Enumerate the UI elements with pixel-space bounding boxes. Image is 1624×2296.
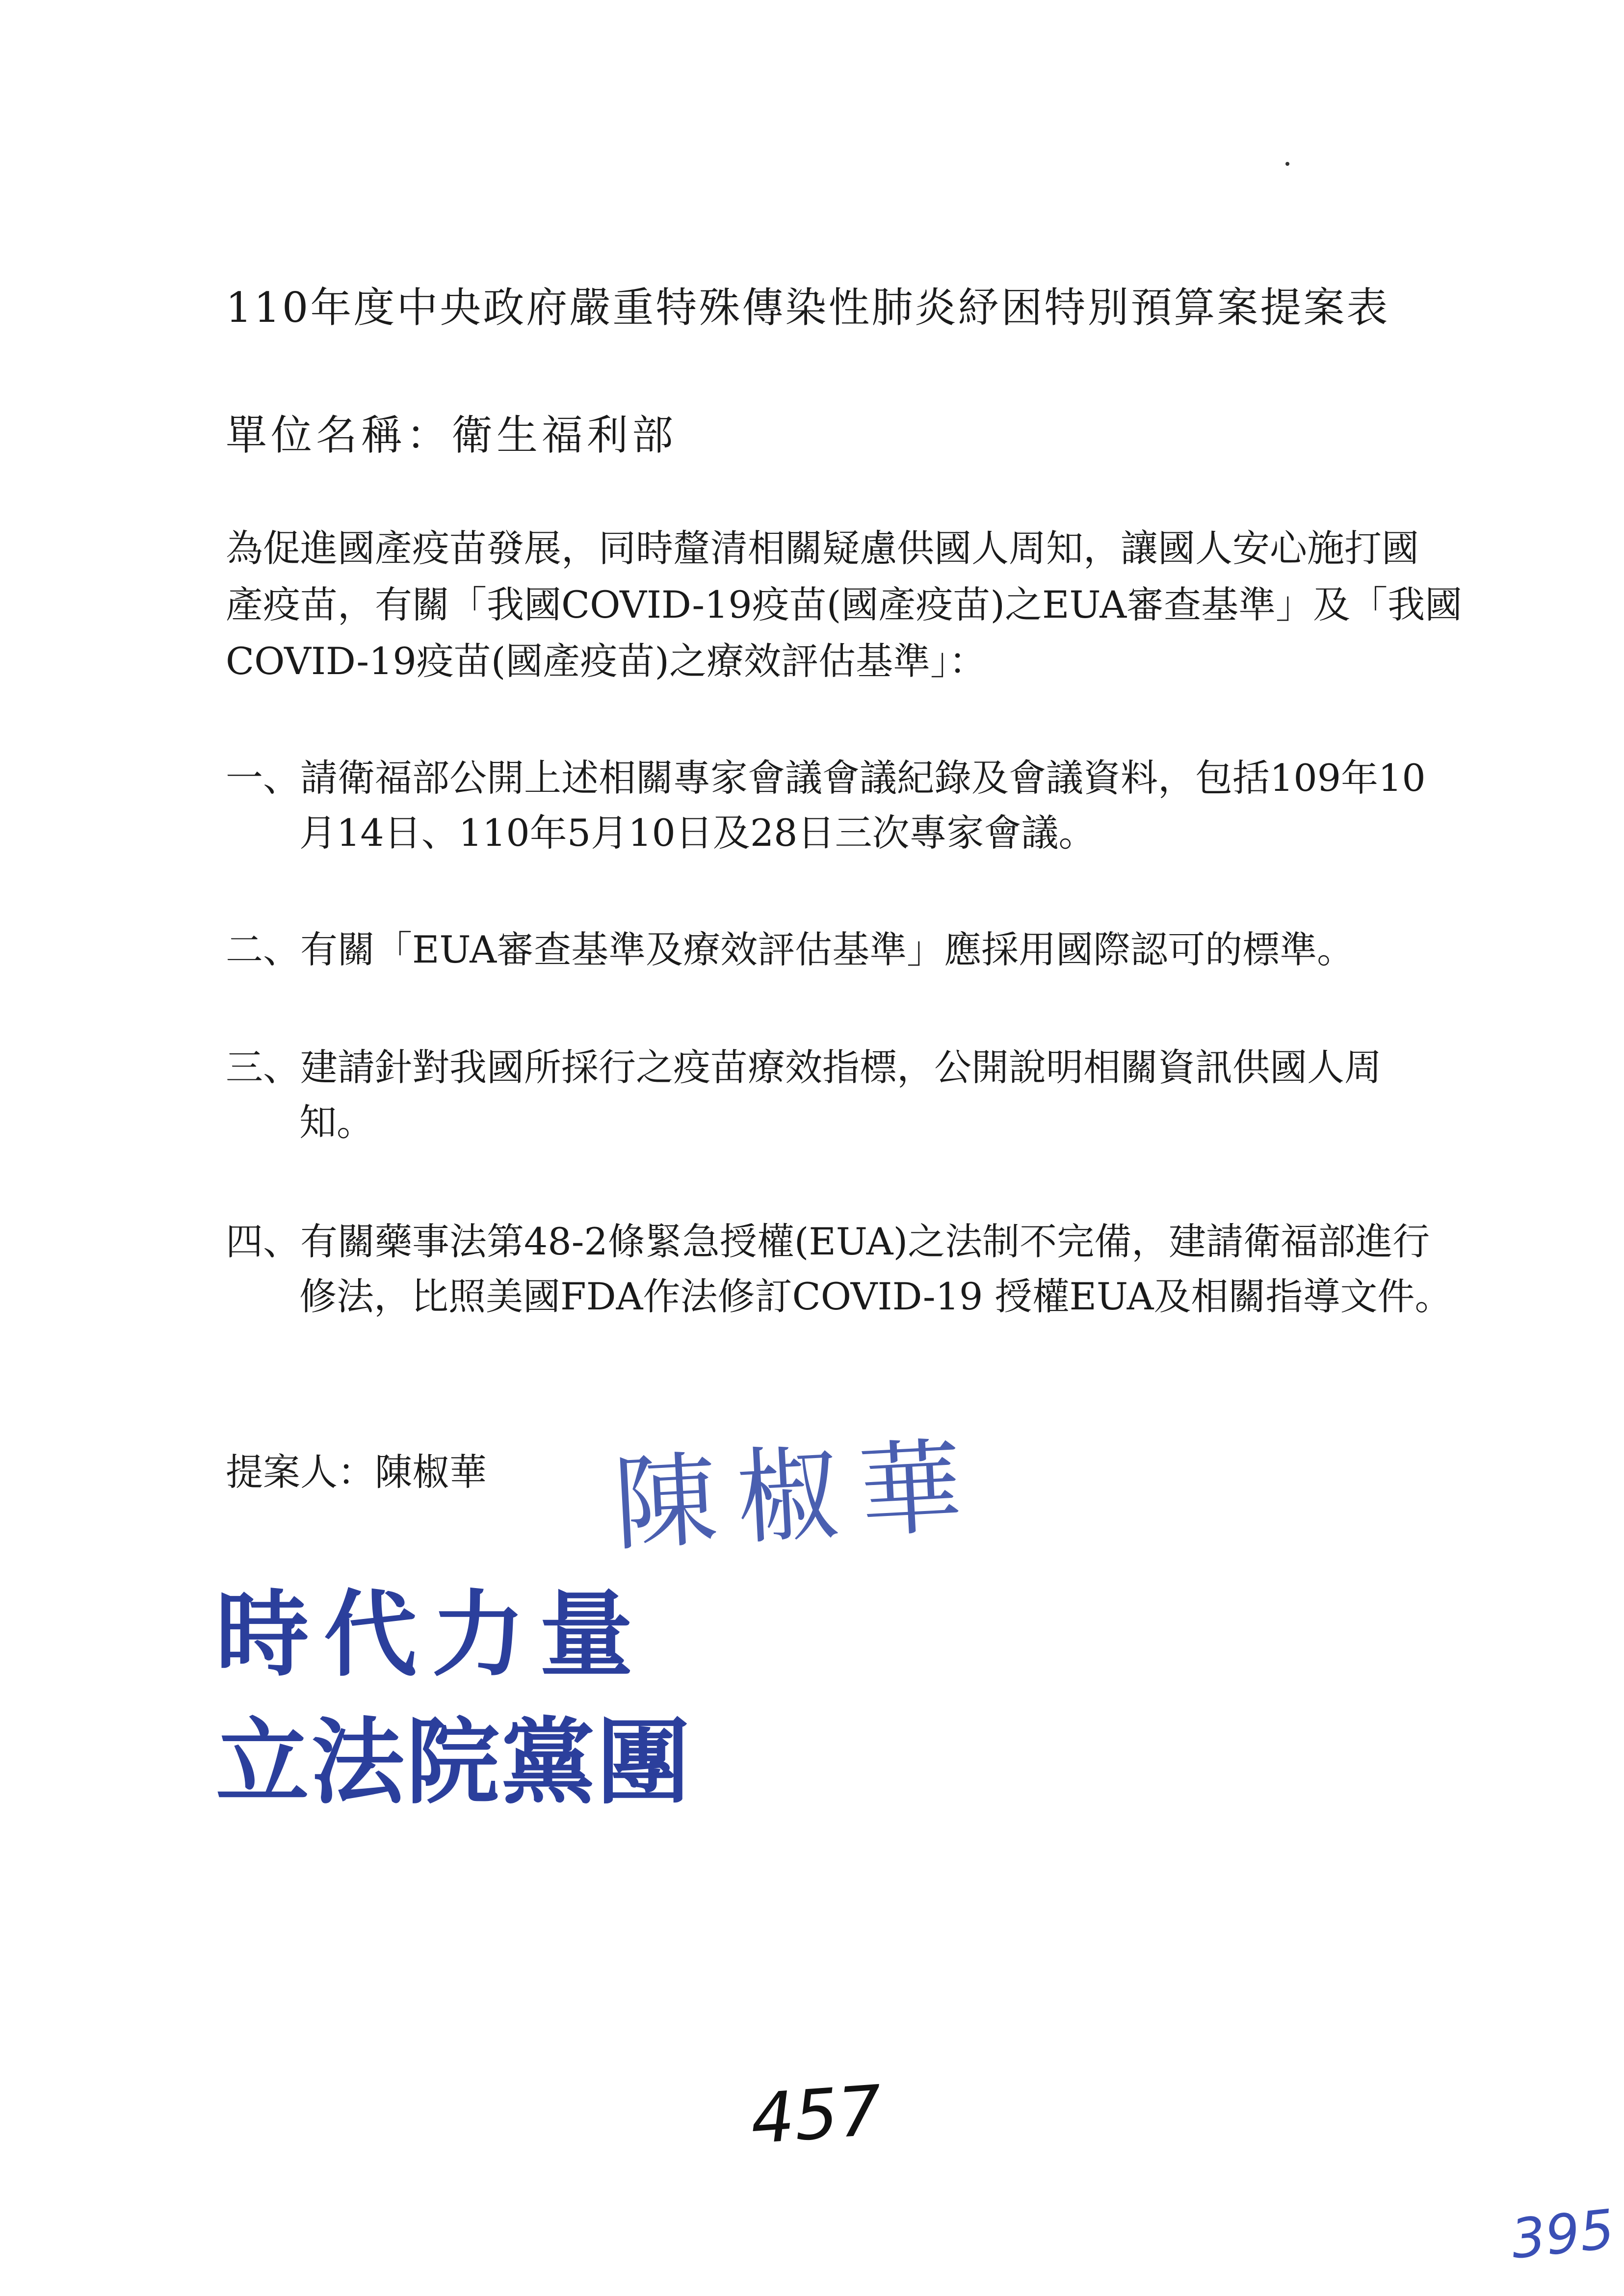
item-line-continued: 月14日、110年5月10日及28日三次專家會議。 <box>299 811 1096 855</box>
handwritten-signature: 陳椒華 <box>611 1426 985 1565</box>
intro-line: 產疫苗，有關「我國COVID-19疫苗(國產疫苗)之EUA審查基準」及「我國 <box>226 583 1463 626</box>
proposal-item-2 <box>226 922 1452 977</box>
paper-speck <box>1285 162 1289 166</box>
proposer-label: 提案人：陳椒華 <box>226 1450 487 1494</box>
item-line: 二、有關「EUA審查基準及療效評估基準」應採用國際認可的標準。 <box>226 928 1355 971</box>
item-line: 四、有關藥事法第48-2條緊急授權(EUA)之法制不完備，建請衛福部進行 <box>226 1220 1430 1263</box>
stamped-page-number: 395 <box>1508 2197 1618 2271</box>
proposal-item-4 <box>226 1214 1452 1324</box>
item-line: 三、建請針對我國所採行之疫苗療效指標，公開說明相關資訊供國人周 <box>226 1045 1382 1089</box>
intro-paragraph <box>226 520 1463 689</box>
intro-line: 為促進國產疫苗發展，同時釐清相關疑慮供國人周知，讓國人安心施打國 <box>226 526 1419 570</box>
item-line-continued: 知。 <box>299 1100 374 1144</box>
item-line-continued: 修法，比照美國FDA作法修訂COVID-19 授權EUA及相關指導文件。 <box>299 1275 1452 1318</box>
party-stamp-line-1: 時代力量 <box>216 1581 648 1689</box>
party-stamp-line-2: 立法院黨團 <box>216 1708 692 1817</box>
intro-line: COVID-19疫苗(國產疫苗)之療效評估基準」： <box>226 639 987 683</box>
handwritten-page-number: 457 <box>748 2070 885 2160</box>
document-title: 110年度中央政府嚴重特殊傳染性肺炎紓困特別預算案提案表 <box>226 284 1390 332</box>
proposal-item-1 <box>226 751 1452 861</box>
unit-name: 單位名稱：衛生福利部 <box>226 411 678 459</box>
item-line: 一、請衛福部公開上述相關專家會議會議紀錄及會議資料，包括109年10 <box>226 756 1426 800</box>
proposal-item-3 <box>226 1040 1452 1150</box>
